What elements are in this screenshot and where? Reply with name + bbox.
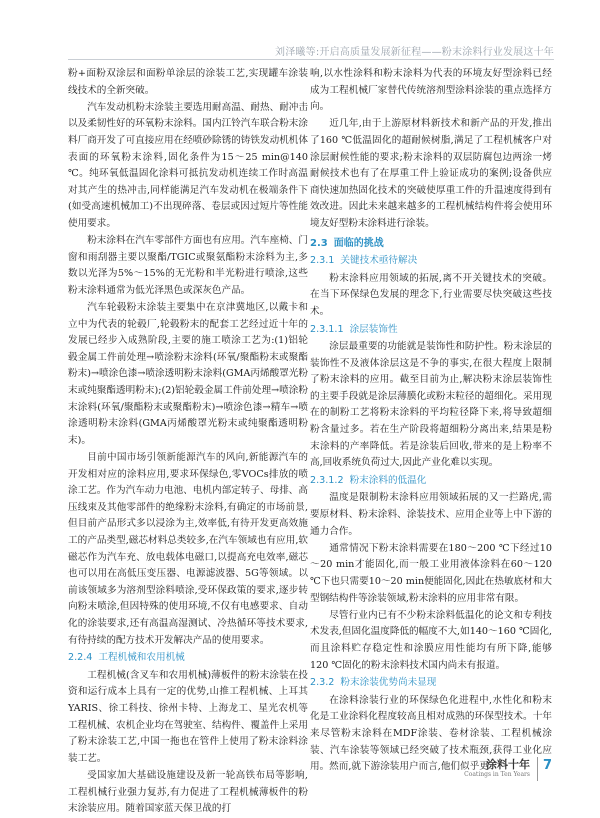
right-column [310, 66, 552, 776]
section-number: 2.2.4 [68, 652, 93, 664]
journal-name-english: Coatings in Ten Years [464, 771, 530, 778]
section-heading-2-3-1-2 [310, 473, 552, 490]
paragraph: 在涂料涂装行业的环保绿色化进程中,水性化和粉末化是工业涂料化程度较高且相对成熟的环保型技术。十年来尽管粉末涂料在MDF涂装、卷材涂装、工程机械涂装、汽车涂装等领域已经突破了技术瓶颈,获得工业化应用。然而,就下游涂装用户而言,他们似乎更 [310, 694, 552, 773]
section-heading-2-2-4 [68, 650, 308, 667]
section-title: 涂层装饰性 [349, 323, 398, 335]
running-title: 刘泽曦等:开启高质量发展新征程——粉末涂料行业发展这十年 [275, 47, 554, 58]
section-heading-2-3-1-1 [310, 322, 552, 339]
journal-name: 涂料十年 [486, 758, 530, 771]
section-number: 2.3.1.2 [310, 474, 344, 486]
page-footer [444, 756, 554, 786]
section-number: 2.3.2 [310, 677, 335, 689]
paragraph: 受国家加大基础设施建设及新一轮高铁布局等影响,工程机械行业强力复苏,有力促进了工程机械薄板件的粉末涂装应用。随着国家蓝天保卫战的打 [68, 769, 308, 815]
paragraph: 工程机械(含叉车和农用机械)薄板件的粉末涂装在投资和运行成本上具有一定的优势,山推工程机械、上耳其YARIS、徐工科技、徐州卡特、上海龙工、星光农机等工程机械、农机企业均在驾驶室、结构件、覆盖件上采用了粉末涂装工艺,中国一拖也在管件上使用了粉末涂料涂装工艺。 [68, 669, 308, 764]
section-title: 关键技术亟待解决 [340, 255, 418, 267]
section-title: 面临的挑战 [333, 237, 384, 249]
page-header [0, 0, 600, 62]
header-divider [68, 59, 554, 60]
paragraph: 涂层最重要的功能就是装饰性和防护性。粉末涂层的装饰性不及液体涂层这是不争的事实,在很大程度上限制了粉末涂料的应用。截至目前为止,解决粉末涂层装饰性的主要手段就是涂层薄膜化或粉末粒径的超细化。采用现在的制粉工艺将粉末涂料的平均粒径降下来,将导致超细粉含量过多。若在生产阶段将超细粉分离出来,结果是粉末涂料的产率降低。若是涂装后回收,带来的是上粉率不高,回收系统负荷过大,因此产业化难以实现。 [310, 341, 552, 469]
paragraph: 粉末涂料在汽车零部件方面也有应用。汽车座椅、门窗和雨刮器主要以聚酯/TGIC或聚氨酯粉末涂料为主,多数以光泽为5%～15%的无光粉和半光粉进行喷涂,这些粉末涂料通常为低光泽黑色或深灰色产品。 [68, 235, 308, 296]
page-number: 7 [542, 758, 552, 773]
section-number: 2.3 [310, 237, 328, 249]
footer-divider [537, 757, 538, 781]
paragraph: 尽管行业内已有不少粉末涂料低温化的论文和专利技术发表,但固化温度降低的幅度不大,如140～160 ℃固化,而且涂料贮存稳定性和涂膜应用性能均有所下降,能够120 ℃固化的粉末涂料技术国内尚未有报道。 [310, 609, 552, 671]
paragraph: 温度是限制粉末涂料应用领域拓展的又一拦路虎,需要原材料、粉末涂料、涂装技术、应用企业等上中下游的通力合作。 [310, 492, 552, 537]
paragraph: 响,以水性涂料和粉末涂料为代表的环境友好型涂料已经成为工程机械厂家替代传统溶剂型涂料涂装的重点选择方向。 [310, 68, 552, 113]
paragraph: 粉+面粉双涂层和面粉单涂层的涂装工艺,实现罐车涂装线技术的全新突破。 [68, 68, 308, 96]
section-title: 粉末涂装优势尚未显现 [340, 677, 437, 689]
section-number: 2.3.1 [310, 255, 335, 267]
paragraph: 近几年,由于上游原材料新技术和新产品的开发,推出了160 ℃低温固化的超耐候树脂,满足了工程机械客户对涂层耐候性能的要求;粉末涂料的双层防腐包边两涂一烤耐候技术也有了在厚重工件上验证成功的案例;设备供应商快速加热固化技术的突破使厚重工件的升温速度得到有效改进。因此未来越来越多的工程机械结构件将会使用环境友好型粉末涂料进行涂装。 [310, 118, 552, 229]
section-title: 粉末涂料的低温化 [349, 474, 427, 486]
section-title: 工程机械和农用机械 [98, 652, 185, 664]
paragraph: 汽车轮毂粉末涂装主要集中在京津冀地区,以戴卡和立中为代表的轮毂厂,轮毂粉末的配套工艺经过近十年的发展已经步入成熟阶段,主要的施工喷涂工艺为:(1)铝轮毂金属工件前处理→喷涂粉末涂料(环氧/聚酯粉末或聚酯粉末)→喷涂色漆→喷涂透明粉末涂料(GMA丙烯酸罩光粉末或纯聚酯透明粉末);(2)铝轮毂金属工件前处理→喷涂粉末涂料(环氧/聚酯粉末或聚酯粉末)→喷涂色漆→精车→喷涂透明粉末涂料(GMA丙烯酸罩光粉末或纯聚酯透明粉末)。 [68, 302, 308, 446]
section-heading-2-3 [310, 236, 552, 253]
paragraph: 通常情况下粉末涂料需要在180～200 ℃下经过10～20 min才能固化,而一般工业用液体涂料在60～120 ℃下也只需要10～20 min便能固化,因此在热敏底材和大型钢结构件等涂装领域,粉末涂料的应用非常有限。 [310, 542, 552, 604]
paragraph: 粉末涂料应用领域的拓展,离不开关键技术的突破。在当下环保绿色发展的理念下,行业需要尽快突破这些技术。 [310, 272, 552, 317]
left-column [68, 66, 308, 818]
paragraph: 汽车发动机粉末涂装主要选用耐高温、耐热、耐冲击以及柔韧性好的环氧粉末涂料。国内江铃汽车联合粉末涂料厂商开发了可直接应用在经喷砂除锈的铸铁发动机机体表面的环氧粉末涂料,固化条件为15～25 min@140 ℃。纯环氧低温固化涂料可抵抗发动机连续工作时高温对其产生的热冲击,同样能满足汽车发动机在极端条件下(如受高速机械加工)不出现碎落、卷层或因过短片等性能使用要求。 [68, 101, 308, 229]
section-number: 2.3.1.1 [310, 323, 344, 335]
section-heading-2-3-1 [310, 253, 552, 270]
paragraph: 目前中国市场引领新能源汽车的风向,新能源汽车的开发相对应的涂料应用,要求环保绿色,零VOCs排放的喷涂工艺。作为汽车动力电池、电机内部定转子、母排、高压线束及其他零部件的绝缘粉末涂料,有确定的市场前景,但目前产品形式多以浸涂为主,效率低,有待开发更高效施工的产品类型,磁芯材料总类较多,在汽车领域也有应用,软磁芯作为汽车充、放电载体电磁口,以提高充电效率,磁芯也可以用在高低压变压器、电源滤波器、5G等领域。以前该领域多为溶剂型涂料喷涂,受环保政策的要求,逐步转向粉末喷涂,但因特殊的使用环境,不仅有电感要求、自动化的涂装要求,还有高温高湿测试、冷热循环等技术要求,有待持续的配方技术开发解决产品的使用要求。 [68, 452, 308, 646]
section-heading-2-3-2 [310, 675, 552, 692]
